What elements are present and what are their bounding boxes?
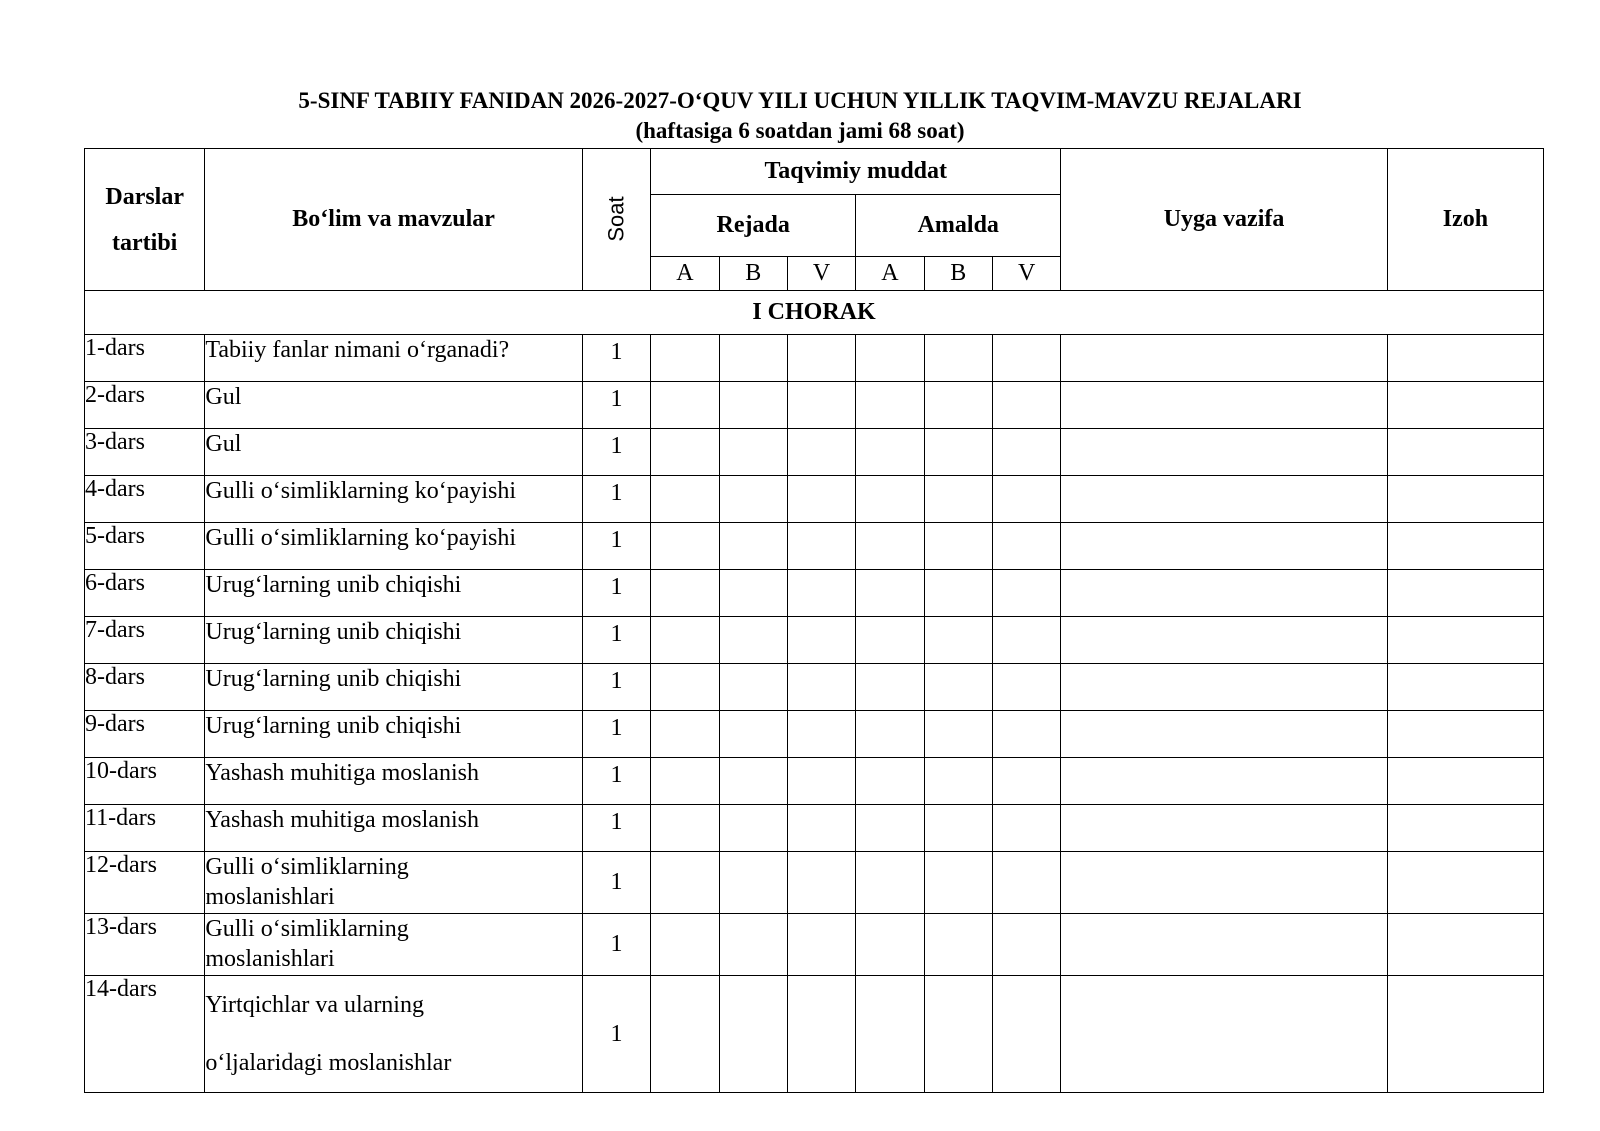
cell-amalda-b [924,617,992,664]
table-row [85,976,1544,1093]
cell-izoh [1387,523,1543,570]
cell-uyga-vazifa [1061,852,1387,914]
cell-rejada-b [719,382,787,429]
cell-amalda-b [924,664,992,711]
cell-rejada-a [651,852,719,914]
cell-izoh [1387,335,1543,382]
lesson-topic [205,852,582,914]
cell-izoh [1387,852,1543,914]
cell-rejada-a [651,664,719,711]
cell-rejada-v [787,976,855,1093]
lesson-topic-line1: Gulli o‘simliklarning [205,854,409,880]
cell-rejada-b [719,805,787,852]
lesson-topic: Urug‘larning unib chiqishi [205,711,582,758]
cell-rejada-v [787,914,855,976]
header-soat-label: Soat [603,196,629,242]
lesson-hours: 1 [582,335,650,382]
cell-amalda-v [992,914,1060,976]
cell-amalda-b [924,476,992,523]
cell-izoh [1387,976,1543,1093]
lesson-hours: 1 [582,805,650,852]
lesson-topic-line2: o‘ljalaridagi moslanishlar [205,1050,452,1076]
cell-rejada-v [787,382,855,429]
lesson-topic: Gul [205,429,582,476]
table-row [85,335,1544,382]
lesson-number: 4-dars [85,476,205,523]
cell-izoh [1387,570,1543,617]
cell-rejada-a [651,976,719,1093]
cell-izoh [1387,476,1543,523]
lesson-number: 10-dars [85,758,205,805]
cell-rejada-b [719,476,787,523]
cell-amalda-a [856,914,924,976]
cell-amalda-a [856,570,924,617]
table-row [85,805,1544,852]
lesson-number: 13-dars [85,914,205,976]
table-row [85,476,1544,523]
cell-rejada-a [651,523,719,570]
cell-uyga-vazifa [1061,617,1387,664]
cell-rejada-v [787,476,855,523]
lesson-hours: 1 [582,523,650,570]
lesson-hours: 1 [582,476,650,523]
lesson-hours: 1 [582,852,650,914]
cell-uyga-vazifa [1061,570,1387,617]
lesson-number: 6-dars [85,570,205,617]
header-amalda-b: B [924,257,992,291]
header-amalda-v: V [992,257,1060,291]
cell-rejada-v [787,429,855,476]
cell-amalda-a [856,805,924,852]
cell-rejada-a [651,570,719,617]
quarter-heading: I CHORAK [85,291,1544,335]
cell-amalda-v [992,617,1060,664]
cell-rejada-b [719,523,787,570]
lesson-topic: Urug‘larning unib chiqishi [205,617,582,664]
cell-uyga-vazifa [1061,476,1387,523]
cell-uyga-vazifa [1061,914,1387,976]
table-row [85,523,1544,570]
cell-amalda-b [924,914,992,976]
header-soat [582,149,650,291]
lesson-topic: Tabiiy fanlar nimani o‘rganadi? [205,335,582,382]
cell-rejada-b [719,570,787,617]
cell-amalda-a [856,852,924,914]
cell-amalda-v [992,664,1060,711]
cell-amalda-b [924,852,992,914]
header-rejada-b: B [719,257,787,291]
lesson-topic: Yashash muhitiga moslanish [205,805,582,852]
header-darslar [85,149,205,291]
cell-uyga-vazifa [1061,976,1387,1093]
lesson-number: 3-dars [85,429,205,476]
cell-amalda-v [992,711,1060,758]
cell-amalda-v [992,429,1060,476]
cell-amalda-b [924,805,992,852]
lesson-hours: 1 [582,914,650,976]
header-rejada-v: V [787,257,855,291]
table-row [85,914,1544,976]
table-row [85,570,1544,617]
header-rejada-a: A [651,257,719,291]
cell-rejada-v [787,664,855,711]
cell-amalda-b [924,335,992,382]
lesson-number: 11-dars [85,805,205,852]
table-row [85,382,1544,429]
lesson-number: 2-dars [85,382,205,429]
cell-rejada-v [787,805,855,852]
cell-amalda-a [856,476,924,523]
cell-amalda-a [856,523,924,570]
table-row [85,664,1544,711]
header-bolim: Bo‘lim va mavzular [205,149,582,291]
cell-rejada-v [787,852,855,914]
cell-amalda-a [856,335,924,382]
cell-amalda-v [992,852,1060,914]
lesson-topic: Yashash muhitiga moslanish [205,758,582,805]
cell-izoh [1387,805,1543,852]
cell-rejada-b [719,711,787,758]
cell-amalda-b [924,758,992,805]
cell-rejada-b [719,758,787,805]
cell-amalda-v [992,523,1060,570]
lesson-number: 5-dars [85,523,205,570]
cell-amalda-a [856,758,924,805]
cell-izoh [1387,914,1543,976]
cell-rejada-v [787,711,855,758]
lesson-topic: Urug‘larning unib chiqishi [205,570,582,617]
lesson-number: 1-dars [85,335,205,382]
cell-uyga-vazifa [1061,523,1387,570]
cell-amalda-a [856,382,924,429]
cell-uyga-vazifa [1061,429,1387,476]
lesson-topic: Gul [205,382,582,429]
lesson-number: 7-dars [85,617,205,664]
cell-rejada-b [719,429,787,476]
plan-table [84,148,1544,1093]
lesson-number: 14-dars [85,976,205,1093]
cell-rejada-v [787,523,855,570]
lesson-hours: 1 [582,617,650,664]
lesson-hours: 1 [582,429,650,476]
header-taqvimiy: Taqvimiy muddat [651,149,1061,195]
cell-rejada-a [651,711,719,758]
lesson-topic-line2: moslanishlari [205,884,335,910]
cell-amalda-v [992,382,1060,429]
cell-rejada-a [651,617,719,664]
lesson-topic: Gulli o‘simliklarning ko‘payishi [205,476,582,523]
cell-izoh [1387,617,1543,664]
cell-rejada-v [787,570,855,617]
cell-amalda-b [924,570,992,617]
cell-amalda-v [992,805,1060,852]
lesson-topic-line1: Gulli o‘simliklarning [205,916,409,942]
cell-amalda-v [992,335,1060,382]
cell-izoh [1387,382,1543,429]
cell-rejada-b [719,664,787,711]
cell-amalda-b [924,523,992,570]
lesson-number: 9-dars [85,711,205,758]
header-amalda: Amalda [856,195,1061,257]
cell-rejada-b [719,335,787,382]
lesson-number: 8-dars [85,664,205,711]
cell-amalda-a [856,664,924,711]
cell-uyga-vazifa [1061,805,1387,852]
lesson-topic-line2: moslanishlari [205,946,335,972]
cell-rejada-v [787,758,855,805]
cell-amalda-b [924,382,992,429]
lesson-hours: 1 [582,570,650,617]
lesson-topic [205,976,582,1093]
cell-rejada-b [719,852,787,914]
cell-amalda-b [924,976,992,1093]
lesson-number: 12-dars [85,852,205,914]
cell-rejada-a [651,805,719,852]
cell-rejada-v [787,335,855,382]
table-row [85,617,1544,664]
cell-uyga-vazifa [1061,335,1387,382]
cell-amalda-a [856,711,924,758]
header-izoh: Izoh [1387,149,1543,291]
lesson-topic: Urug‘larning unib chiqishi [205,664,582,711]
cell-amalda-a [856,976,924,1093]
cell-izoh [1387,429,1543,476]
cell-rejada-a [651,476,719,523]
cell-rejada-a [651,382,719,429]
document-subtitle: (haftasiga 6 soatdan jami 68 soat) [635,118,965,143]
cell-uyga-vazifa [1061,382,1387,429]
table-row [85,758,1544,805]
lesson-hours: 1 [582,382,650,429]
cell-rejada-b [719,976,787,1093]
cell-rejada-a [651,914,719,976]
cell-uyga-vazifa [1061,711,1387,758]
cell-uyga-vazifa [1061,758,1387,805]
cell-izoh [1387,758,1543,805]
cell-amalda-v [992,758,1060,805]
cell-amalda-v [992,570,1060,617]
cell-izoh [1387,711,1543,758]
header-darslar-line2: tartibi [112,229,178,256]
lesson-hours: 1 [582,664,650,711]
cell-rejada-a [651,758,719,805]
cell-rejada-b [719,914,787,976]
lesson-hours: 1 [582,758,650,805]
document-title: 5-SINF TABIIY FANIDAN 2026-2027-O‘QUV YILI UCHUN YILLIK TAQVIM-MAVZU REJALARI [298,88,1302,113]
lesson-topic: Gulli o‘simliklarning ko‘payishi [205,523,582,570]
header-amalda-a: A [856,257,924,291]
lesson-hours: 1 [582,976,650,1093]
cell-rejada-b [719,617,787,664]
cell-amalda-a [856,617,924,664]
table-row [85,852,1544,914]
cell-rejada-a [651,335,719,382]
cell-rejada-v [787,617,855,664]
lesson-topic [205,914,582,976]
lesson-hours: 1 [582,711,650,758]
cell-izoh [1387,664,1543,711]
header-rejada: Rejada [651,195,856,257]
cell-amalda-b [924,429,992,476]
cell-amalda-v [992,976,1060,1093]
cell-rejada-a [651,429,719,476]
table-row [85,711,1544,758]
header-darslar-line1: Darslar [105,183,185,210]
cell-amalda-v [992,476,1060,523]
lesson-topic-line1: Yirtqichlar va ularning [205,992,424,1018]
cell-amalda-a [856,429,924,476]
table-row [85,429,1544,476]
header-uyga: Uyga vazifa [1061,149,1387,291]
cell-uyga-vazifa [1061,664,1387,711]
cell-amalda-b [924,711,992,758]
